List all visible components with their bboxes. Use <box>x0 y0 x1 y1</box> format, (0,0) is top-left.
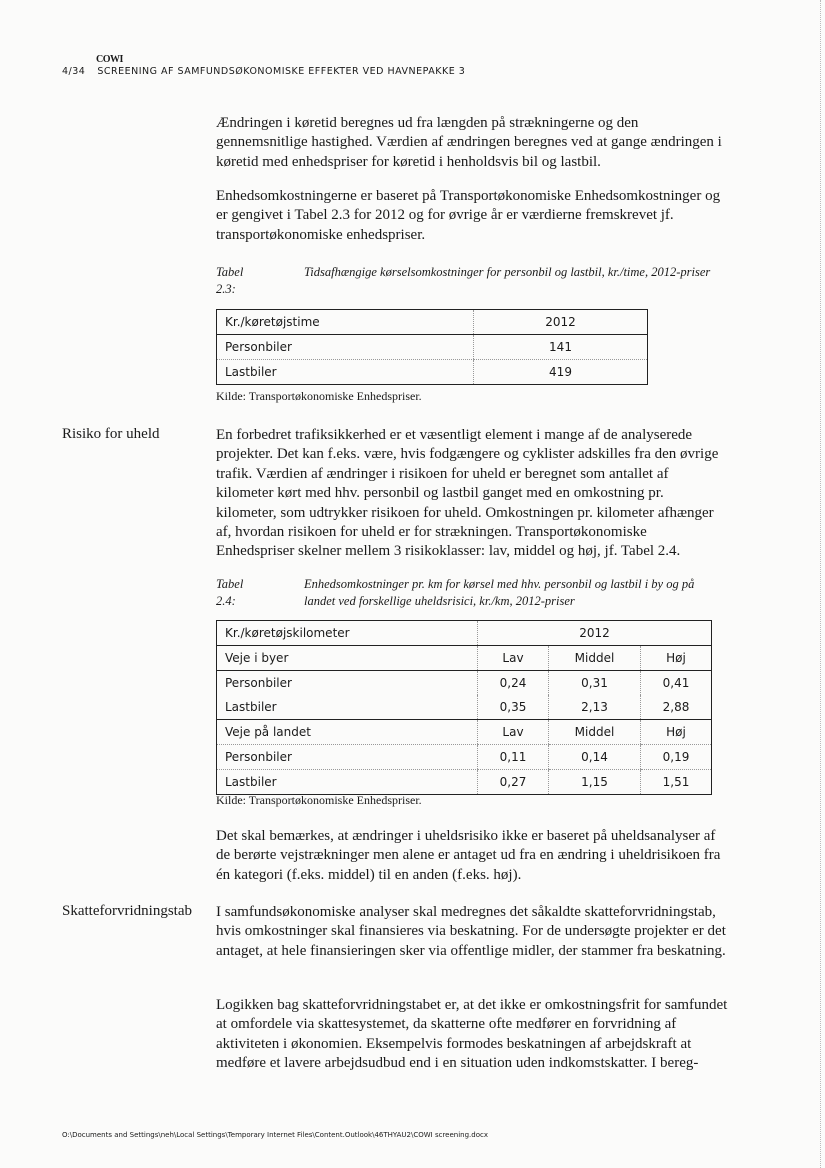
caption-number: Tabel 2.4: <box>216 577 244 608</box>
table-cell: 2,88 <box>640 695 711 720</box>
table-cell: Lastbiler <box>225 365 277 379</box>
table-header-row <box>217 621 712 646</box>
table-2-3-source: Kilde: Transportøkonomiske Enhedspriser. <box>216 389 422 403</box>
table-cell: Personbiler <box>217 745 478 770</box>
level-label: Høj <box>640 720 711 745</box>
table-header-cell: 2012 <box>474 310 648 335</box>
cowi-logo: COWI <box>96 54 123 65</box>
side-heading-risk: Risiko for uheld <box>62 426 160 442</box>
table-cell: Personbiler <box>217 335 474 360</box>
table-cell: 141 <box>474 335 648 360</box>
table-cell: 1,15 <box>549 770 641 795</box>
level-label: Lav <box>478 720 549 745</box>
page-edge <box>820 0 821 1168</box>
caption-number: Tabel 2.3: <box>216 265 244 296</box>
side-heading-tax: Skatteforvridningstab <box>62 903 192 919</box>
table-header-cell: Kr./køretøjskilometer <box>217 621 478 646</box>
table-header-cell: 2012 <box>478 621 712 646</box>
table-header-cell: Kr./køretøjstime <box>217 310 474 335</box>
table-cell: 0,41 <box>640 671 711 696</box>
table-header-row <box>217 310 648 335</box>
table-cell: 0,31 <box>549 671 641 696</box>
table-cell: 0,14 <box>549 745 641 770</box>
level-label: Høj <box>640 646 711 671</box>
level-label: Middel <box>549 646 641 671</box>
table-cell: Lastbiler <box>217 695 478 720</box>
page-header <box>62 66 477 77</box>
page-number: 4/34 <box>62 66 86 77</box>
paragraph-tax-logic: Logikken bag skatteforvridningstabet er, at det ikke er omkostningsfrit for samfundet at omfordele via skattesystemet, da skatterne ofte medfører en forvridning af aktiviteten i økonomien. Eksempelvis formodes beskatningen af arbejdskraft at medføre et lavere arbejdsudbud end i en situation uden indkomstskatter. I bereg- <box>216 997 728 1072</box>
table-cell: 1,51 <box>640 770 711 795</box>
table-section-row <box>217 720 712 745</box>
file-path-footer: O:\Documents and Settings\neh\Local Settings\Temporary Internet Files\Content.Outlook\46THYAU2\COWI screening.docx <box>62 1131 488 1139</box>
table-row <box>217 671 712 696</box>
table-row <box>217 745 712 770</box>
paragraph-unit-costs: Enhedsomkostningerne er baseret på Transportøkonomiske Enhedsomkostninger og er gengivet i Tabel 2.3 for 2012 og for øvrige år er værdierne fremskrevet jf. transportøkonomiske enhedspriser. <box>216 188 721 243</box>
paragraph-traffic-safety: En forbedret trafiksikkerhed er et væsentligt element i mange af de analyserede projekter. Det kan f.eks. være, hvis fodgængere og cyklister adskilles fra den øvrige trafik. Værdien af ændringer i risikoen for uheld er beregnet som antallet af kilometer kørt med hhv. personbil og lastbil ganget med en omkostning pr. kilometer, som udtrykker risikoen for uheld. Omkostningen pr. kilometer afhænger af, hvordan risikoen for uheld er for strækningen. Transportøkonomiske Enhedspriser skelner mellem 3 risikoklasser: lav, middel og høj, jf. Tabel 2.4. <box>216 427 719 560</box>
table-2-4-source: Kilde: Transportøkonomiske Enhedspriser. <box>216 793 422 807</box>
table-cell: 2,13 <box>549 695 641 720</box>
table-2-3 <box>216 309 648 385</box>
paragraph-travel-time: Ændringen i køretid beregnes ud fra længden på strækningerne og den gennemsnitlige hastighed. Værdien af ændringen beregnes ved at gange ændringen i køretid med enhedspriser for køretid i henholdsvis bil og lastbil. <box>216 115 722 170</box>
table-row <box>217 770 712 795</box>
section-label: Veje i byer <box>217 646 478 671</box>
table-cell: 0,11 <box>478 745 549 770</box>
table-row <box>217 695 712 720</box>
table-row <box>217 360 648 385</box>
paragraph-risk-note: Det skal bemærkes, at ændringer i uheldsrisiko ikke er baseret på uheldsanalyser af de berørte vejstrækninger men alene er antaget ud fra en ændring i uheldrisikoen fra én kategori (f.eks. middel) til en anden (f.eks. høj). <box>216 828 721 883</box>
caption-text: Enhedsomkostninger pr. km for kørsel med hhv. personbil og lastbil i by og på landet ved forskellige uheldsrisici, kr./km, 2012-priser <box>304 577 695 608</box>
table-cell: 0,24 <box>478 671 549 696</box>
document-title: SCREENING AF SAMFUNDSØKONOMISKE EFFEKTER VED HAVNEPAKKE 3 <box>97 66 466 77</box>
paragraph-tax-distortion: I samfundsøkonomiske analyser skal medregnes det såkaldte skatteforvridningstab, hvis omkostninger skal finansieres via beskatning. For de undersøgte projekter er det antaget, at hele finansieringen sker via offentlige midler, der stammer fra beskatning. <box>216 904 726 959</box>
table-section-row <box>217 646 712 671</box>
level-label: Middel <box>549 720 641 745</box>
level-label: Lav <box>478 646 549 671</box>
table-cell: Lastbiler <box>225 775 277 789</box>
table-cell: 419 <box>474 360 648 385</box>
table-2-4 <box>216 620 712 795</box>
table-cell: 0,27 <box>478 770 549 795</box>
table-row <box>217 335 648 360</box>
caption-text: Tidsafhængige kørselsomkostninger for personbil og lastbil, kr./time, 2012-priser <box>304 265 711 279</box>
table-cell: 0,19 <box>640 745 711 770</box>
table-cell: Personbiler <box>225 676 292 690</box>
table-cell: 0,35 <box>478 695 549 720</box>
section-label: Veje på landet <box>217 720 478 745</box>
